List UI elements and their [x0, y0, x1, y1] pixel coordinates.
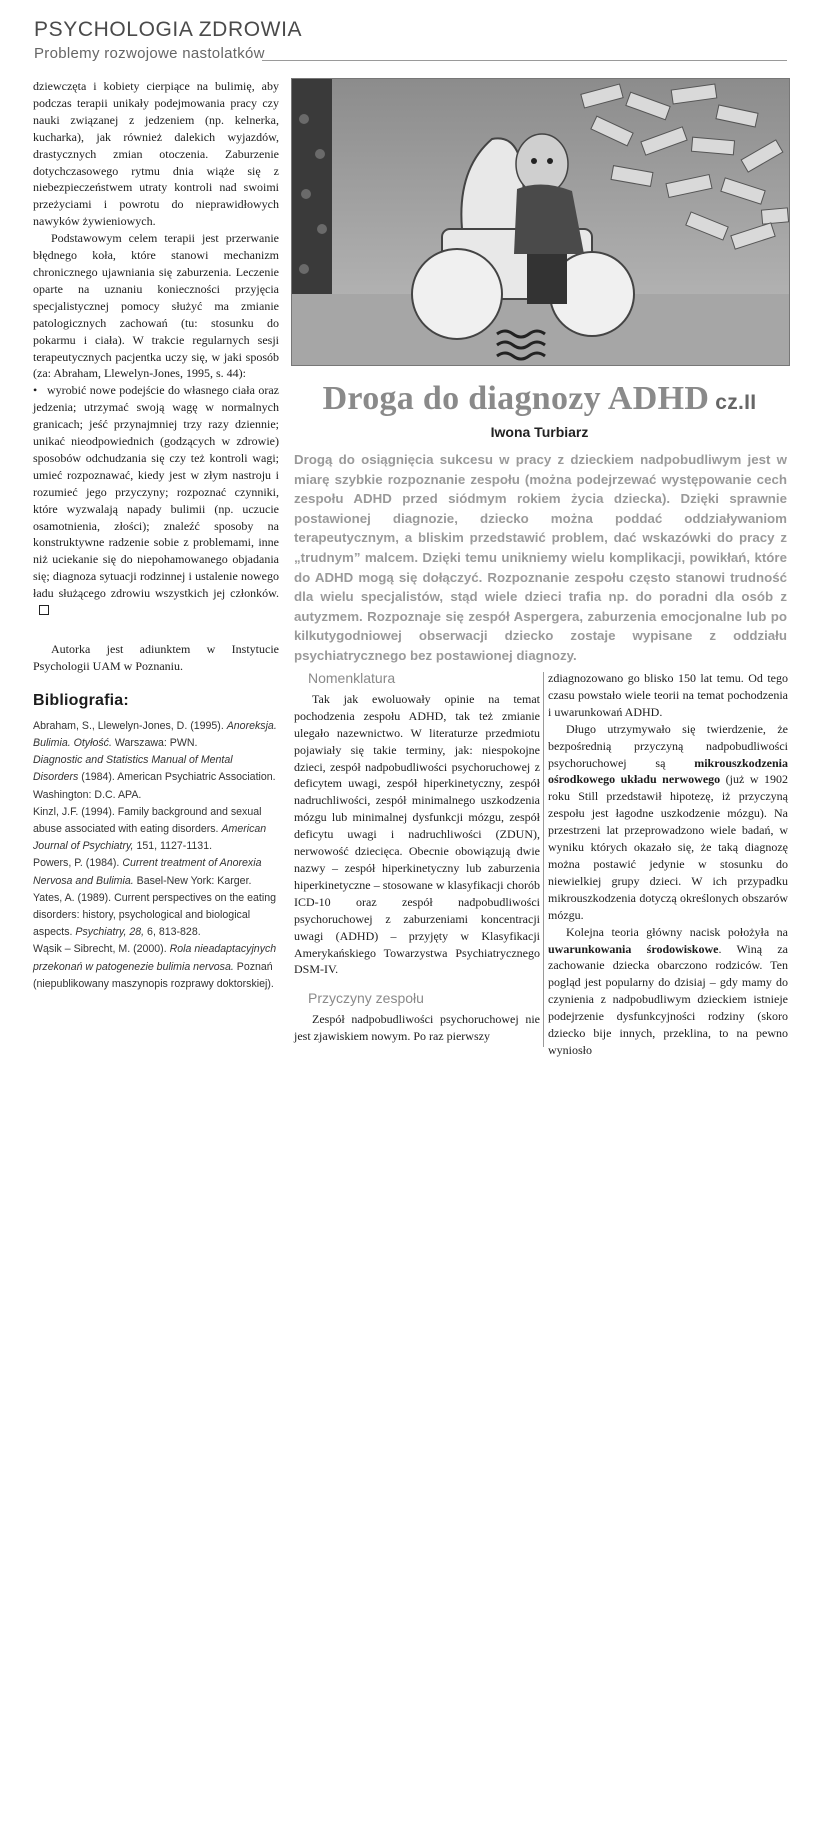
bullet-text: wyrobić nowe podejście do własnego ciała oraz jedzenia; utrzymać swoją wagę w normalnych granicach; jeść przynajmniej trzy razy dziennie; unikać nieodpowiednich (godzących w zdrowie) sposobów odchudzania się czy też kontroli wagi; umieć rozpoznawać, kiedy jest w złym nastroju i rozumieć jego przyczyny; rozpoznać czynniki, które wyzwalają napady bulimii (np. uczucie osamotnienia, złości); znaleźć sposoby na konstruktywne radzenie sobie z problemami, inne niż uciekanie się do niepohamowanego objadania się; diagnoza sytuacji rodzinnej i ustalenie nowego ładu służącego zdrowiu wszystkich jej członków.	[33, 383, 279, 601]
middle-column	[294, 670, 540, 1045]
article-title-text: Droga do diagnozy ADHD	[322, 380, 710, 417]
bibliography-entry: Kinzl, J.F. (1994). Family background and sexual abuse associated with eating disorders. American Journal of Psychiatry, 151, 1127-1131.	[33, 805, 267, 853]
bibliography-entry: Diagnostic and Statistics Manual of Mental Disorders (1984). American Psychiatric Association. Washington: D.C. APA.	[33, 754, 276, 801]
bibliography-list	[33, 718, 279, 993]
middle-paragraph-1: Tak jak ewoluowały opinie na temat pochodzenia zespołu ADHD, tak też zmianie ulegało nazewnictwo. W literaturze przedmiotu pojawiały się takie terminy, jak: niespokojne dzieci, zespół nadpobudliwości psychoruchowej z deficytem uwagi, zespół hiperkinetyczny, zespół nadruchliwości, zespół minimalnego uszkodzenia mózgu lub minimalnej dysfunkcji mózgu, zespół deficytu uwagi i nadruchliwości (ZDUN), nerwowość dziecięca. Obecnie obowiązują dwie nazwy – zespół hiperkinetyczny lub zaburzenia hiperkinetyczne – stosowane w klasyfikacji chorób ICD-10 oraz zespół nadpobudliwości psychoruchowej z zaburzeniami koncentracji uwagi (ADHD) – przyjęty w Klasyfikacji Amerykańskiego Towarzystwa Psychiatrycznego DSM-IV.	[294, 691, 540, 977]
section-heading-przyczyny: Przyczyny zespołu	[308, 990, 424, 1007]
bold-term-mikrouszkodzenia: mikrouszkodzenia ośrodkowego układu nerwowego	[548, 755, 788, 787]
author-note: Autorka jest adiunktem w Instytucie Psychologii UAM w Poznaniu.	[33, 642, 279, 673]
right-paragraph-1: Długo utrzymywało się twierdzenie, że bezpośrednią przyczyną nadpobudliwości psychoruchowej są mikrouszkodzenia ośrodkowego układu nerwowego (już w 1902 roku Still przedstawił hipotezę, iż przyczyną zespołu jest łagodne uszkodzenie mózgu). Na przestrzeni lat przeprowadzono wiele badań, w wyniku których okazało się, że taką diagnozę można postawić jedynie w stosunku do niewielkiej grupy dzieci. W ich przypadku mikrouszkodzenia dotyczą określonych obszarów mózgu.	[548, 721, 788, 922]
bibliography-entry: Abraham, S., Llewelyn-Jones, D. (1995). Anoreksja. Bulimia. Otyłość. Warszawa: PWN.	[33, 719, 277, 749]
bibliography-entry: Yates, A. (1989). Current perspectives on the eating disorders: history, psychological and biological aspects. Psychiatry, 28, 6, 813-828.	[33, 891, 277, 939]
bibliography-entry: Powers, P. (1984). Current treatment of Anorexia Nervosa and Bulimia. Basel-New York: Karger.	[33, 857, 262, 887]
header-rule	[262, 60, 787, 61]
column-divider	[543, 672, 544, 1047]
bold-term-uwarunkowania: uwarunkowania środowiskowe	[548, 941, 719, 956]
bullet-icon: •	[33, 383, 38, 398]
left-column	[33, 78, 279, 993]
running-header-title: PSYCHOLOGIA ZDROWIA	[34, 18, 303, 41]
running-header-subtitle: Problemy rozwojowe nastolatków	[34, 45, 265, 62]
right-paragraph-2: Kolejna teoria główny nacisk położyła na uwarunkowania środowiskowe. Winą za zachowanie dziecka obarczono rodziców. Ten pogląd jest popularny do dzisiaj – gdy mamy do czynienia z nadpobudliwym dzieckiem istnieje podejrzenie dysfunkcyjności rodziny (skoro dziecko bije innych, przeklina, to na pewno wyniosło	[548, 924, 788, 1057]
left-bullet-item	[33, 382, 279, 619]
article-author: Iwona Turbiarz	[490, 424, 589, 440]
end-of-article-icon	[39, 605, 49, 615]
section-heading-nomenklatura: Nomenklatura	[308, 670, 396, 686]
article-lead: Drogą do osiągnięcia sukcesu w pracy z dzieckiem nadpobudliwym jest w miarę szybkie rozpoznanie zespołu (można podejrzewać występowanie cech zespołu ADHD przed siódmym rokiem życia dziecka). Dzięki sprawnie postawionej diagnozie, dziecko można poddać oddziaływaniom terapeutycznym, a bliskim przedstawić problem, dać wskazówki do pracy z „trudnym” malcem. Dzięki temu unikniemy wielu komplikacji, powikłań, które do ADHD mogą się dołączyć. Rozpoznanie zespołu często stanowi trudność dla wielu specjalistów, stąd wiele dzieci trafia np. do poradni dla osób z autyzmem. Rozpoznaje się zespół Aspergera, zaburzenia emocjonalne lub po kilkutygodniowej obserwacji dziecko zostaje wypisane z oddziału psychiatrycznego bez postawionej diagnozy.	[294, 452, 787, 663]
bibliography-entry: Wąsik – Sibrecht, M. (2000). Rola nieadaptacyjnych przekonań w patogenezie bulimia nervosa. Poznań (niepublikowany maszynopis rozprawy doktorskiej).	[33, 943, 277, 990]
article-photo	[291, 78, 790, 366]
bibliography-heading: Bibliografia:	[33, 691, 129, 709]
article-part-label: cz.II	[715, 391, 757, 414]
right-paragraph-0: zdiagnozowano go blisko 150 lat temu. Od tego czasu powstało wiele teorii na temat pochodzenia i uwarunkowań ADHD.	[548, 671, 788, 719]
left-paragraph-2: Podstawowym celem terapii jest przerwanie błędnego koła, które stanowi mechanizm chronicznego ujawniania się zaburzenia. Leczenie oparte na uznaniu konieczności przyjęcia specjalistycznej pomocy służyć ma zmianie patologicznych zachowań (tu: stosunku do pokarmu i ciała). W trakcie regularnych sesji terapeutycznych pacjentka uczy się, w jaki sposób (za: Abraham, Llewelyn-Jones, 1995, s. 44):	[33, 231, 279, 381]
middle-paragraph-2: Zespół nadpobudliwości psychoruchowej nie jest zjawiskiem nowym. Po raz pierwszy	[294, 1012, 540, 1044]
article-title	[291, 380, 788, 418]
left-paragraph-1: dziewczęta i kobiety cierpiące na bulimię, aby podczas terapii unikały podejmowania pracy czy nauki związanej z jedzeniem (np. kelnerka, kucharka), jak również dalekich wyjazdów, drastycznych zmian otoczenia. Zaburzenie dotychczasowego rytmu dnia wiąże się z niebezpieczeństwem utraty kontroli nad swoimi przeżyciami i powrotu do nieprawidłowych nawyków żywieniowych.	[33, 79, 279, 229]
child-on-rocking-horse-photo	[292, 79, 789, 365]
right-column	[548, 670, 788, 1059]
